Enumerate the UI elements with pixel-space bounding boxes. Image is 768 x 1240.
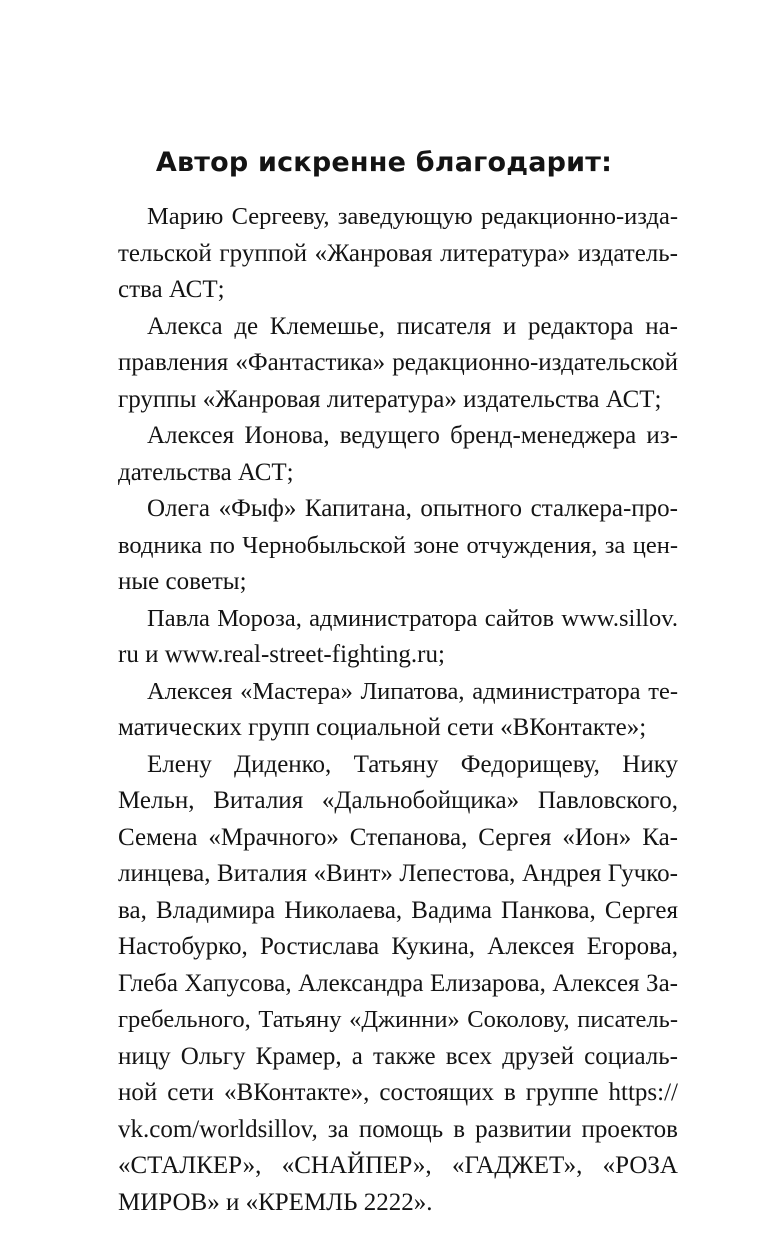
text-line: Алексея «Мастера» Липатова, администратора те- [147, 677, 678, 705]
text-line: Алексея Ионова, ведущего бренд-менеджера из- [147, 422, 678, 449]
text-line: гребельного, Татьяну «Джинни» Соколову, писатель- [118, 1006, 678, 1033]
acknowledgements-heading: Автор искренне благодарит: [155, 147, 613, 178]
text-line: ства АСТ; [118, 276, 225, 303]
text-line: Семена «Мрачного» Степанова, Сергея «Ион» Ка- [118, 823, 678, 851]
text-line: vk.com/worldsillov, за помощь в развитии проектов [118, 1115, 678, 1143]
text-line: Елену Диденко, Татьяну Федорищеву, Нику [147, 750, 678, 778]
text-line: Настобурко, Ростислава Кукина, Алексея Егорова, [118, 933, 678, 960]
text-line: Павла Мороза, администратора сайтов www.sillov. [147, 604, 678, 632]
text-line: Глеба Хапусова, Александра Елизарова, Алексея За- [118, 969, 678, 997]
text-line: ru и www.real-street-fighting.ru; [118, 641, 445, 668]
text-line: ва, Владимира Николаева, Вадима Панкова, Сергея [118, 896, 678, 924]
text-line: ной сети «ВКонтакте», состоящих в группе https:// [118, 1079, 678, 1106]
text-line: тельской группой «Жанровая литература» издатель- [118, 239, 678, 267]
text-line: Алекса де Клемешье, писателя и редактора на- [147, 312, 678, 340]
text-line: группы «Жанровая литература» издательства АСТ; [118, 385, 662, 413]
text-line: дательства АСТ; [118, 458, 294, 486]
text-line: правления «Фантастика» редакционно-издательской [118, 349, 678, 376]
text-line: «СТАЛКЕР», «СНАЙПЕР», «ГАДЖЕТ», «РОЗА [118, 1152, 678, 1179]
text-line: МИРОВ» и «КРЕМЛЬ 2222». [118, 1188, 433, 1216]
acknowledgements-text [118, 199, 678, 1221]
text-line: Марию Сергееву, заведующую редакционно-изда- [147, 203, 678, 230]
text-line: ные советы; [118, 568, 247, 595]
text-line: линцева, Виталия «Винт» Лепестова, Андрея Гучко- [118, 860, 678, 887]
text-line: ницу Ольгу Крамер, а также всех друзей социаль- [118, 1042, 678, 1070]
text-line: Олега «Фыф» Капитана, опытного сталкера-про- [147, 495, 678, 522]
text-line: матических групп социальной сети «ВКонтакте»; [118, 714, 647, 741]
text-line: водника по Чернобыльской зоне отчуждения, за цен- [118, 531, 678, 559]
text-line: Мельн, Виталия «Дальнобойщика» Павловского, [118, 787, 678, 814]
